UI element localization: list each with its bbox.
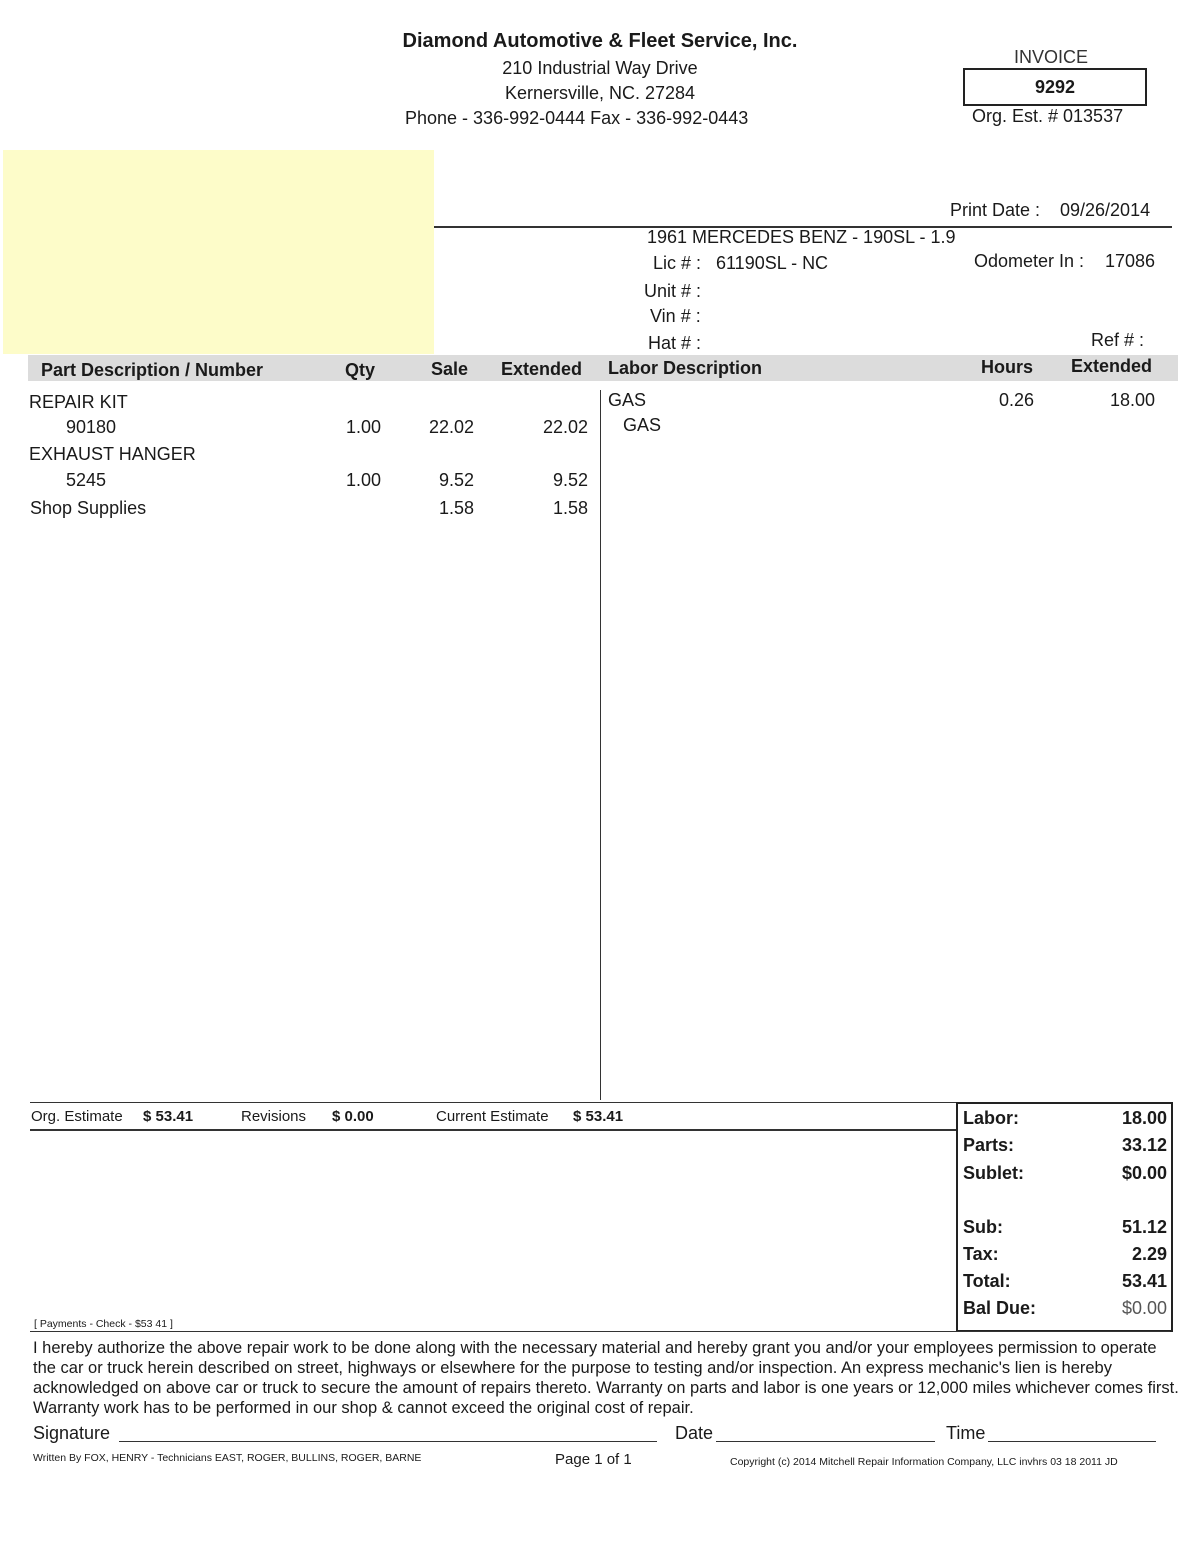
invoice-number: 9292 <box>963 68 1147 106</box>
header-labor-description: Labor Description <box>608 358 763 378</box>
ref-label: Ref # : <box>1091 330 1145 350</box>
part-description: Shop Supplies <box>30 498 147 518</box>
org-estimate-value: $ 53.41 <box>143 1108 194 1125</box>
company-address-line1: 210 Industrial Way Drive <box>502 58 698 78</box>
total-label: Total: <box>963 1271 1011 1291</box>
labor-hours: 0.26 <box>998 390 1034 410</box>
copyright: Copyright (c) 2014 Mitchell Repair Information Company, LLC invhrs 03 18 2011 JD <box>730 1456 1118 1468</box>
part-extended: 9.52 <box>552 470 588 490</box>
header-extended: Extended <box>501 359 583 379</box>
authorization-text: I hereby authorize the above repair work to be done along with the necessary material and hereby grant you and/or your employees permission to operate the car or truck herein described on street, highways or elsewhere for the purpose to testing and/or inspection. An express mechanic's lien is hereby acknowledged on above car or truck to secure the amount of repairs thereto. Warranty on parts and labor is one years or 12,000 miles whichever comes first. Warranty work has to be performed in our shop & cannot exceed the original cost of repair. <box>33 1339 1179 1417</box>
redacted-customer-block <box>3 150 434 354</box>
vehicle-description: 1961 MERCEDES BENZ - 190SL - 1.9 <box>647 227 956 247</box>
estimate-top-rule <box>30 1102 956 1103</box>
sublet-total-value: $0.00 <box>1121 1163 1167 1183</box>
header-part-description: Part Description / Number <box>41 360 264 380</box>
header-hours: Hours <box>981 357 1034 377</box>
labor-total-label: Labor: <box>963 1108 1019 1128</box>
revisions-value: $ 0.00 <box>332 1108 374 1125</box>
labor-description: GAS <box>608 390 647 410</box>
part-description: REPAIR KIT <box>29 392 128 412</box>
company-address-line2: Kernersville, NC. 27284 <box>504 83 696 103</box>
tax-label: Tax: <box>963 1244 999 1264</box>
current-estimate-label: Current Estimate <box>436 1108 549 1125</box>
invoice-label: INVOICE <box>1014 47 1089 67</box>
parts-total-label: Parts: <box>963 1135 1015 1155</box>
labor-extended: 18.00 <box>1109 390 1155 410</box>
balance-due-value: $0.00 <box>1121 1298 1167 1318</box>
signature-line[interactable] <box>119 1441 657 1442</box>
print-date-value: 09/26/2014 <box>1060 200 1151 220</box>
part-extended: 1.58 <box>552 498 588 518</box>
org-estimate-label: Org. Estimate <box>31 1108 123 1125</box>
part-sale: 1.58 <box>438 498 474 518</box>
payments-note: [ Payments - Check - $53 41 ] <box>34 1318 173 1330</box>
balance-due-label: Bal Due: <box>963 1298 1037 1318</box>
page-number: Page 1 of 1 <box>555 1451 632 1468</box>
company-phone-fax: Phone - 336-992-0444 Fax - 336-992-0443 <box>405 108 749 128</box>
signature-label: Signature <box>33 1423 111 1443</box>
odometer-value: 17086 <box>1105 251 1156 271</box>
company-name: Diamond Automotive & Fleet Service, Inc. <box>402 30 798 52</box>
hat-label: Hat # : <box>648 333 702 353</box>
org-estimate-number: Org. Est. # 013537 <box>972 106 1124 126</box>
part-number: 5245 <box>66 470 107 490</box>
subtotal-value: 51.12 <box>1121 1217 1167 1237</box>
column-divider <box>600 390 601 1100</box>
print-date-label: Print Date : <box>950 200 1041 220</box>
labor-total-value: 18.00 <box>1121 1108 1167 1128</box>
written-by: Written By FOX, HENRY - Technicians EAST, ROGER, BULLINS, ROGER, BARNE <box>33 1452 422 1464</box>
vin-label: Vin # : <box>650 306 701 326</box>
date-label: Date <box>675 1423 714 1443</box>
total-value: 53.41 <box>1121 1271 1167 1291</box>
unit-label: Unit # : <box>644 281 702 301</box>
parts-total-value: 33.12 <box>1121 1135 1167 1155</box>
tax-value: 2.29 <box>1131 1244 1167 1264</box>
sublet-total-label: Sublet: <box>963 1163 1024 1183</box>
current-estimate-value: $ 53.41 <box>573 1108 624 1125</box>
header-sale: Sale <box>431 359 469 379</box>
estimate-bottom-rule <box>30 1129 956 1131</box>
revisions-label: Revisions <box>241 1108 307 1125</box>
labor-detail: GAS <box>623 415 662 435</box>
part-sale: 9.52 <box>438 470 474 490</box>
odometer-label: Odometer In : <box>974 251 1085 271</box>
time-line[interactable] <box>988 1441 1156 1442</box>
lic-value: 61190SL - NC <box>716 253 829 273</box>
part-qty: 1.00 <box>346 470 382 490</box>
authorization-rule <box>30 1331 1170 1332</box>
header-qty: Qty <box>345 360 376 380</box>
part-qty: 1.00 <box>346 417 382 437</box>
part-description: EXHAUST HANGER <box>29 444 196 464</box>
part-number: 90180 <box>66 417 117 437</box>
lic-label: Lic # : <box>653 253 702 273</box>
header-labor-extended: Extended <box>1071 356 1153 376</box>
part-extended: 22.02 <box>542 417 588 437</box>
time-label: Time <box>946 1423 986 1443</box>
subtotal-label: Sub: <box>963 1217 1003 1237</box>
date-line[interactable] <box>716 1441 935 1442</box>
part-sale: 22.02 <box>428 417 474 437</box>
